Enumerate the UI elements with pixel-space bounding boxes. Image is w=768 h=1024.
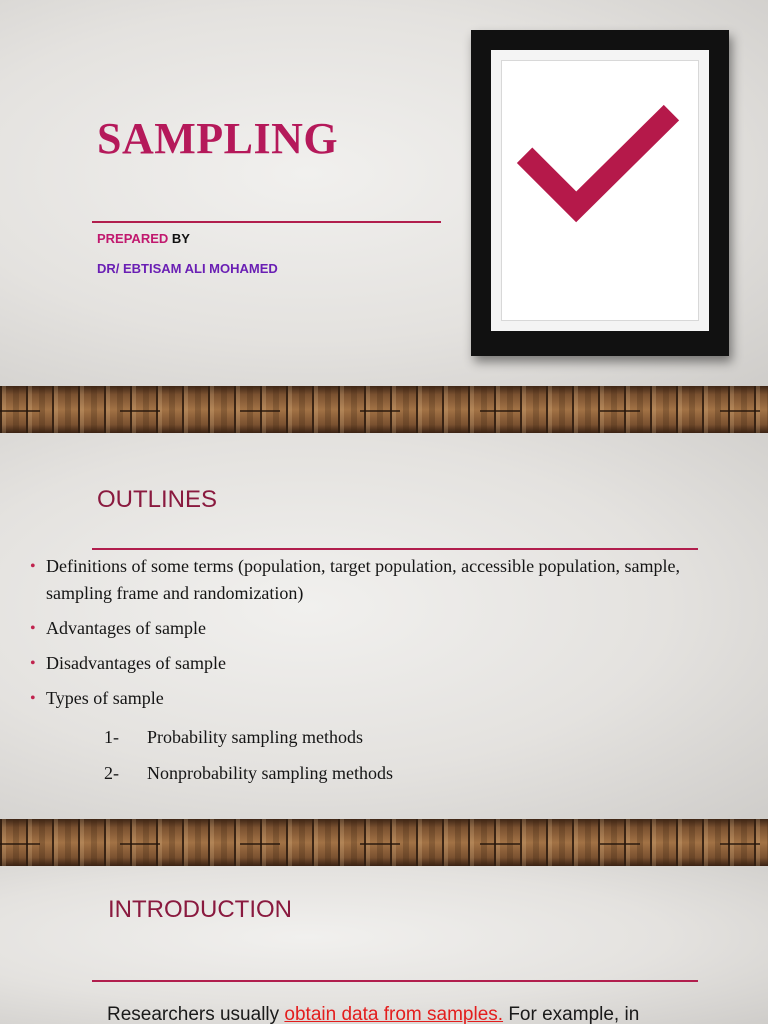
subitem-text: Probability sampling methods (147, 727, 363, 747)
wood-floor-divider (0, 819, 768, 866)
frame-mat (491, 50, 709, 331)
outlines-divider (92, 548, 698, 550)
introduction-divider (92, 980, 698, 982)
para-highlight: obtain data from samples. (284, 1004, 504, 1024)
wood-floor-divider (0, 386, 768, 433)
introduction-heading: INTRODUCTION (108, 896, 292, 923)
by-label: BY (168, 231, 190, 246)
title-slide (0, 0, 768, 386)
slide-title: SAMPLING (97, 114, 339, 163)
outlines-slide (0, 433, 768, 819)
subitem-number: 1- (104, 727, 119, 747)
subitem-number: 2- (104, 763, 119, 783)
para-text: Researchers usually (107, 1004, 285, 1024)
prepared-by-line (97, 231, 190, 246)
introduction-slide (0, 866, 768, 1024)
outline-item: • Definitions of some terms (population, target population, accessible population, sample, sampling frame and randomization) (30, 553, 750, 607)
author-name: DR/ EBTISAM ALI MOHAMED (97, 261, 278, 276)
picture-frame (471, 30, 729, 356)
checkmark-icon (502, 61, 698, 320)
introduction-paragraph (107, 1004, 707, 1024)
title-divider (92, 221, 441, 223)
outline-item: • Types of sample (30, 685, 750, 712)
prepared-label: PREPARED (97, 231, 169, 246)
outline-item: • Disadvantages of sample (30, 650, 750, 677)
subitem-text: Nonprobability sampling methods (147, 763, 393, 783)
outline-list (30, 553, 750, 720)
frame-paper (501, 60, 699, 321)
para-text: For example, in (503, 1004, 640, 1024)
outline-item: • Advantages of sample (30, 615, 750, 642)
outlines-heading: OUTLINES (97, 486, 218, 513)
